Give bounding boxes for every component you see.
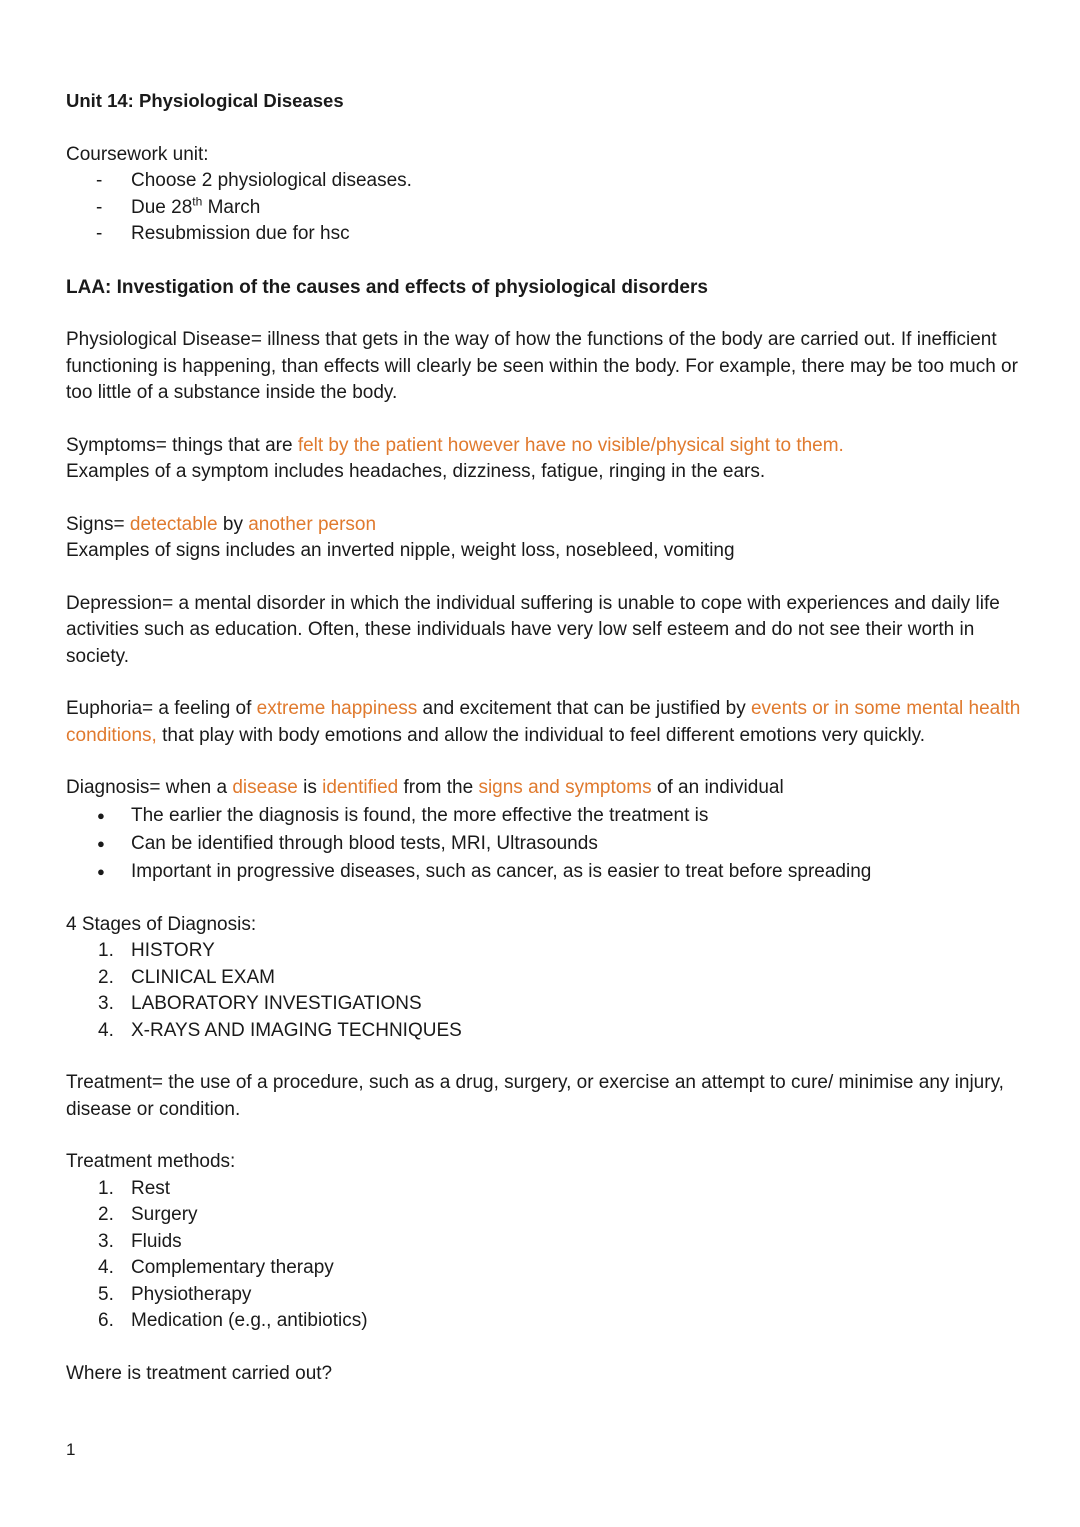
treatment-definition: Treatment= the use of a procedure, such as a drug, surgery, or exercise an attempt to cure/ minimise any injury, disease or condition. <box>66 1072 1004 1120</box>
euphoria-definition: Euphoria= a feeling of extreme happiness and excitement that can be justified by events or in some mental health conditions, that play with body emotions and allow the individual to feel different emotions very quickly. <box>66 698 1021 746</box>
list-item: 1. HISTORY <box>98 940 215 961</box>
depression-definition: Depression= a mental disorder in which the individual suffering is unable to cope with experiences and daily life activities such as education. Often, these individuals have very low self esteem and do not see their worth in society. <box>66 592 1000 667</box>
list-item: - Due 28th March <box>66 195 1026 222</box>
list-item: 4. X-RAYS AND IMAGING TECHNIQUES <box>98 1019 462 1041</box>
treatment-methods-section: Treatment methods: 1. Rest 2. Surgery 3. Fluids 4. Complementary therapy 5. Physiotherapy 6. Medication (e.g., antibiotics) <box>66 1149 1026 1335</box>
list-item: - Resubmission due for hsc <box>66 221 1026 248</box>
list-item: 6. Medication (e.g., antibiotics) <box>98 1310 368 1331</box>
stages-list <box>66 938 1026 1044</box>
list-item: 3. LABORATORY INVESTIGATIONS <box>98 993 422 1014</box>
stages-section: 4 Stages of Diagnosis: 1. HISTORY 2. CLINICAL EXAM 3. LABORATORY INVESTIGATIONS 4. X-RAYS AND IMAGING TECHNIQUES <box>66 912 1026 1045</box>
physiological-disease-definition: Physiological Disease= illness that gets in the way of how the functions of the body are carried out. If inefficient functioning is happening, than effects will clearly be seen within the body. For example, there may be too much or too little of a substance inside the body. <box>66 329 1018 403</box>
coursework-list <box>66 168 1026 248</box>
coursework-heading: Coursework unit: <box>66 143 209 165</box>
where-question: Where is treatment carried out? <box>66 1362 333 1384</box>
list-item: ● Can be identified through blood tests, MRI, Ultrasounds <box>66 830 1026 858</box>
list-item: 2. Surgery <box>98 1204 198 1225</box>
coursework-section <box>66 142 1026 248</box>
list-item: ● The earlier the diagnosis is found, the more effective the treatment is <box>66 802 1026 830</box>
treatment-methods-list <box>66 1176 1026 1335</box>
document-page <box>66 88 1026 1387</box>
page-title: Unit 14: Physiological Diseases <box>66 90 344 111</box>
list-item: 5. Physiotherapy <box>98 1283 252 1305</box>
symptoms-definition: Symptoms= things that are felt by the patient however have no visible/physical sight to them. Examples of a symptom includes headaches, dizziness, fatigue, ringing in the ears. <box>66 434 844 482</box>
diagnosis-bullets <box>66 802 1026 886</box>
list-item: 4. Complementary therapy <box>98 1257 334 1278</box>
signs-definition: Signs= detectable by another person Examples of signs includes an inverted nipple, weight loss, nosebleed, vomiting <box>66 513 735 561</box>
list-item: ● Important in progressive diseases, such as cancer, as is easier to treat before spreading <box>66 858 1026 886</box>
list-item: 2. CLINICAL EXAM <box>98 966 275 988</box>
laa-heading: LAA: Investigation of the causes and effects of physiological disorders <box>66 276 708 298</box>
list-item: 3. Fluids <box>98 1230 182 1252</box>
list-item: - Choose 2 physiological diseases. <box>66 168 1026 195</box>
diagnosis-section: Diagnosis= when a disease is identified from the signs and symptoms of an individual ● The earlier the diagnosis is found, the more effective the treatment is ● Can be identified through blood tests, MRI, Ultrasounds ● Important in progressive diseases, such as cancer, as is easier to treat before spreading <box>66 775 1026 886</box>
page-number: 1 <box>66 1440 76 1459</box>
list-item: 1. Rest <box>98 1177 171 1199</box>
